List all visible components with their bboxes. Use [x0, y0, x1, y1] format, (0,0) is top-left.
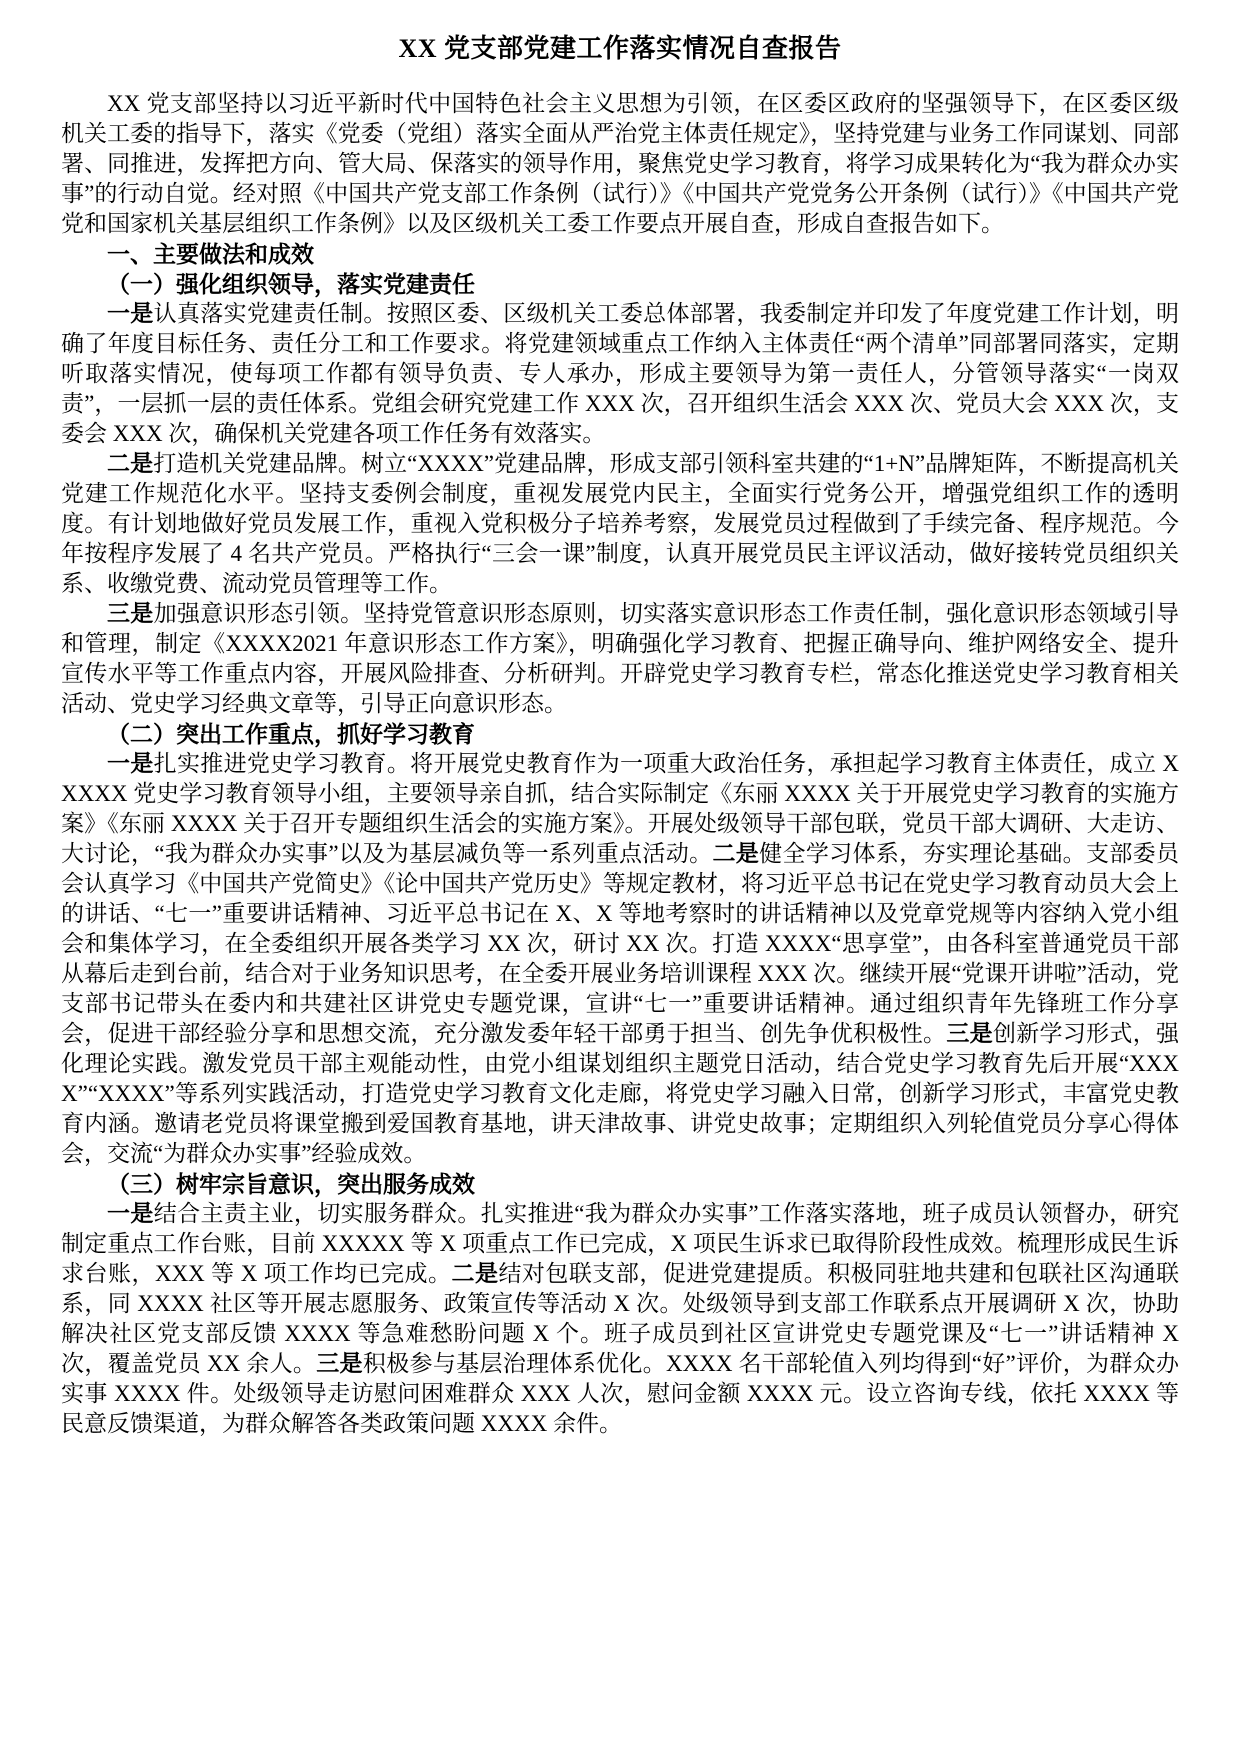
- emphasis-text: 二是: [451, 1261, 499, 1286]
- point-2-paragraph: [61, 449, 1179, 599]
- emphasis-text: （二）突出工作重点，抓好学习教育: [107, 721, 475, 747]
- body-text: 扎实推进党史学习教育。将开展党史教育作为一项重大政治任务，承担起学习教育主体责任，成立 XXXXX 党史学习教育领导小组，主要领导亲自抓，结合实际制定《东丽 XXXX 关于开展党史学习教育的实施方案》《东丽 XXXX 关于召开专题组织生活会的实施方案》。开展处级领导干部包联，党员干部大调研、大走访、大讨论，“我为群众办实事”以及为基层减负等一系列重点活动。: [61, 751, 1179, 866]
- emphasis-text: （三）树牢宗旨意识，突出服务成效: [107, 1171, 475, 1197]
- subsection-heading-1: [61, 269, 1179, 299]
- emphasis-text: 三是: [946, 1021, 993, 1046]
- emphasis-text: （一）强化组织领导，落实党建责任: [107, 271, 475, 297]
- body-text: 健全学习体系，夯实理论基础。支部委员会认真学习《中国共产党简史》《论中国共产党历史》等规定教材，将习近平总书记在党史学习教育动员大会上的讲话、“七一”重要讲话精神、习近平总书记在 X、X 等地考察时的讲话精神以及党章党规等内容纳入党小组会和集体学习，在全委组织开展各类学习 XX 次，研讨 XX 次。打造 XXXX“思享堂”，由各科室普通党员干部从幕后走到台前，结合对于业务知识思考，在全委开展业务培训课程 XXX 次。继续开展“党课开讲啦”活动，党支部书记带头在委内和共建社区讲党史专题党课，宣讲“七一”重要讲话精神。通过组织青年先锋班工作分享会，促进干部经验分享和思想交流，充分激发委年轻干部勇于担当、创先争优积极性。: [61, 841, 1180, 1046]
- emphasis-text: 三是: [107, 601, 154, 626]
- service-paragraph: [61, 1199, 1179, 1439]
- body-text: 结合主责主业，切实服务群众。扎实推进“我为群众办实事”工作落实落地，班子成员认领督办，研究制定重点工作台账，目前 XXXXX 等 X 项重点工作已完成，X 项民生诉求已取得阶段性成效。梳理形成民生诉求台账，XXX 等 X 项工作均已完成。: [61, 1201, 1180, 1286]
- point-3-paragraph: [61, 599, 1179, 719]
- intro-paragraph: [61, 89, 1179, 239]
- section-heading-1: [61, 239, 1179, 269]
- body-text: 结对包联支部，促进党建提质。积极同驻地共建和包联社区沟通联系，同 XXXX 社区等开展志愿服务、政策宣传等活动 X 次。处级领导到支部工作联系点开展调研 X 次，协助解决社区党支部反馈 XXXX 等急难愁盼问题 X 个。班子成员到社区宣讲党史专题党课及“七一”讲话精神 X 次，覆盖党员 XX 余人。: [61, 1261, 1180, 1376]
- body-text: XX 党支部坚持以习近平新时代中国特色社会主义思想为引领，在区委区政府的坚强领导下，在区委区级机关工委的指导下，落实《党委（党组）落实全面从严治党主体责任规定》，坚持党建与业务工作同谋划、同部署、同推进，发挥把方向、管大局、保落实的领导作用，聚焦党史学习教育，将学习成果转化为“我为群众办实事”的行动自觉。经对照《中国共产党支部工作条例（试行）》《中国共产党党务公开条例（试行）》《中国共产党党和国家机关基层组织工作条例》以及区级机关工委工作要点开展自查，形成自查报告如下。: [61, 91, 1179, 236]
- emphasis-text: 二是: [107, 451, 154, 476]
- emphasis-text: 二是: [712, 841, 760, 866]
- document-body: [61, 89, 1179, 1439]
- emphasis-text: 一、主要做法和成效: [107, 241, 314, 267]
- body-text: 加强意识形态引领。坚持党管意识形态原则，切实落实意识形态工作责任制，强化意识形态领域引导和管理，制定《XXXX2021 年意识形态工作方案》，明确强化学习教育、把握正确导向、维护网络安全、提升宣传水平等工作重点内容，开展风险排查、分析研判。开辟党史学习教育专栏，常态化推送党史学习教育相关活动、党史学习经典文章等，引导正向意识形态。: [61, 601, 1180, 716]
- emphasis-text: 一是: [107, 1201, 154, 1226]
- body-text: 打造机关党建品牌。树立“XXXX”党建品牌，形成支部引领科室共建的“1+N”品牌矩阵，不断提高机关党建工作规范化水平。坚持支委例会制度，重视发展党内民主，全面实行党务公开，增强党组织工作的透明度。有计划地做好党员发展工作，重视入党积极分子培养考察，发展党员过程做到了手续完备、程序规范。今年按程序发展了 4 名共产党员。严格执行“三会一课”制度，认真开展党员民主评议活动，做好接转党员组织关系、收缴党费、流动党员管理等工作。: [61, 451, 1180, 596]
- document-title: XX 党支部党建工作落实情况自查报告: [398, 34, 842, 63]
- emphasis-text: 一是: [107, 301, 154, 326]
- body-text: 认真落实党建责任制。按照区委、区级机关工委总体部署，我委制定并印发了年度党建工作计划，明确了年度目标任务、责任分工和工作要求。将党建领域重点工作纳入主体责任“两个清单”同部署同落实，定期听取落实情况，使每项工作都有领导负责、专人承办，形成主要领导为第一责任人，分管领导落实“一岗双责”，一层抓一层的责任体系。党组会研究党建工作 XXX 次，召开组织生活会 XXX 次、党员大会 XXX 次，支委会 XXX 次，确保机关党建各项工作任务有效落实。: [61, 301, 1180, 446]
- emphasis-text: 一是: [107, 751, 154, 776]
- body-text: 创新学习形式，强化理论实践。激发党员干部主观能动性，由党小组谋划组织主题党日活动，结合党史学习教育先后开展“XXXX”“XXXX”等系列实践活动，打造党史学习教育文化走廊，将党史学习融入日常，创新学习形式，丰富党史教育内涵。邀请老党员将课堂搬到爱国教育基地，讲天津故事、讲党史故事；定期组织入列轮值党员分享心得体会，交流“为群众办实事”经验成效。: [61, 1021, 1180, 1166]
- subsection-heading-3: [61, 1169, 1179, 1199]
- study-education-paragraph: [61, 749, 1179, 1169]
- subsection-heading-2: [61, 719, 1179, 749]
- emphasis-text: 三是: [316, 1351, 363, 1376]
- body-text: 积极参与基层治理体系优化。XXXX 名干部轮值入列均得到“好”评价，为群众办实事 XXXX 件。处级领导走访慰问困难群众 XXX 人次，慰问金额 XXXX 元。设立咨询专线，依托 XXXX 等民意反馈渠道，为群众解答各类政策问题 XXXX 余件。: [61, 1351, 1179, 1436]
- point-1-paragraph: [61, 299, 1179, 449]
